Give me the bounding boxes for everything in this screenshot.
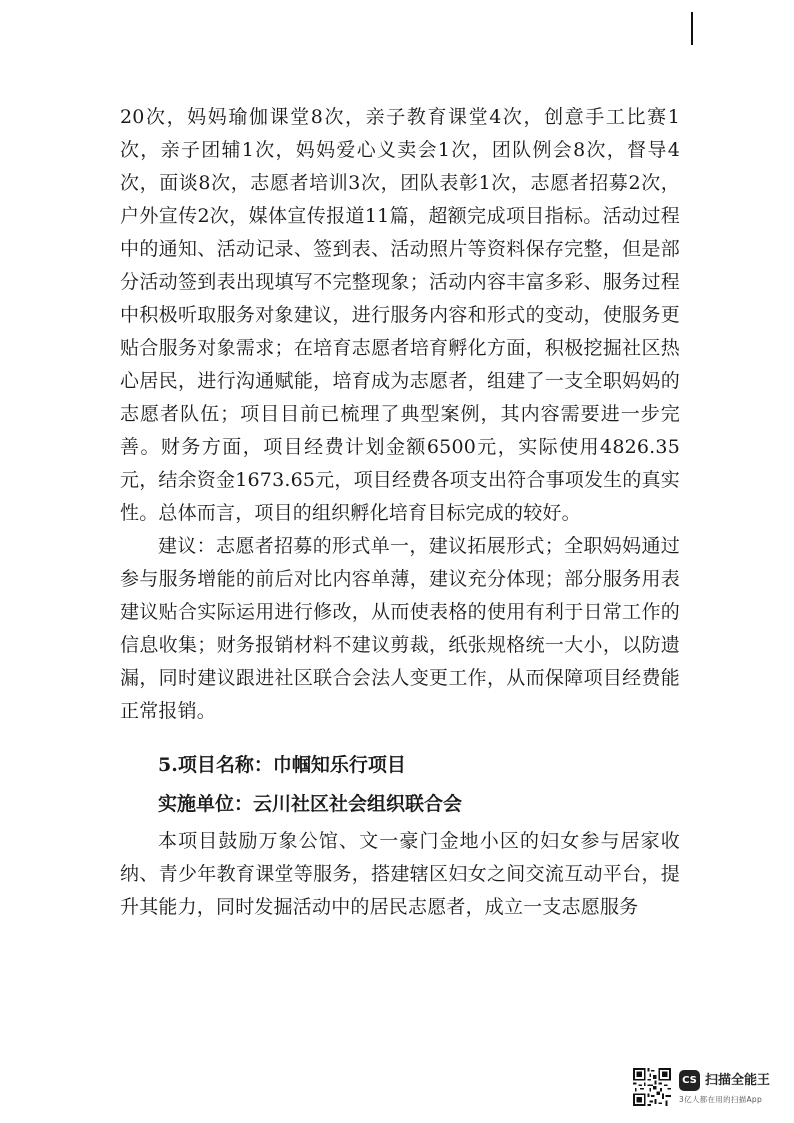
brand-name: 扫描全能王 xyxy=(705,1073,771,1088)
camscanner-logo-icon: CS xyxy=(679,1070,700,1091)
implementing-unit-heading: 实施单位：云川社区社会组织联合会 xyxy=(158,793,463,815)
brand-tagline: 3亿人都在用的扫描App xyxy=(679,1095,763,1104)
section-gap xyxy=(120,728,680,749)
project-name-heading: 5.项目名称：巾帼知乐行项目 xyxy=(158,754,406,776)
page-edge-mark xyxy=(691,12,693,45)
document-body xyxy=(120,101,680,924)
paragraph-project-description: 本项目鼓励万象公馆、文一豪门金地小区的妇女参与居家收纳、青少年教育课堂等服务，搭建辖区妇女之间交流互动平台，提升其能力，同时发掘活动中的居民志愿者，成立一支志愿服务 xyxy=(120,830,680,918)
qr-code-icon xyxy=(633,1068,671,1106)
paragraph-evaluation-summary: 20次，妈妈瑜伽课堂8次，亲子教育课堂4次，创意手工比赛1次，亲子团辅1次，妈妈爱心义卖会1次，团队例会8次，督导4次，面谈8次，志愿者培训3次，团队表彰1次，志愿者招募2次，户外宣传2次，媒体宣传报道11篇，超额完成项目指标。活动过程中的通知、活动记录、签到表、活动照片等资料保存完整，但是部分活动签到表出现填写不完整现象；活动内容丰富多彩、服务过程中积极听取服务对象建议，进行服务内容和形式的变动，使服务更贴合服务对象需求；在培育志愿者培育孵化方面，积极挖掘社区热心居民，进行沟通赋能，培育成为志愿者，组建了一支全职妈妈的志愿者队伍；项目目前已梳理了典型案例，其内容需要进一步完善。财务方面，项目经费计划金额6500元，实际使用4826.35元，结余资金1673.65元，项目经费各项支出符合事项发生的真实性。总体而言，项目的组织孵化培育目标完成的较好。 xyxy=(120,106,680,524)
scanner-watermark xyxy=(633,1064,783,1110)
paragraph-suggestions: 建议：志愿者招募的形式单一，建议拓展形式；全职妈妈通过参与服务增能的前后对比内容单薄，建议充分体现；部分服务用表建议贴合实际运用进行修改，从而使表格的使用有利于日常工作的信息收集；财务报销材料不建议剪裁，纸张规格统一大小，以防遗漏，同时建议跟进社区联合会法人变更工作，从而保障项目经费能正常报销。 xyxy=(120,535,680,722)
